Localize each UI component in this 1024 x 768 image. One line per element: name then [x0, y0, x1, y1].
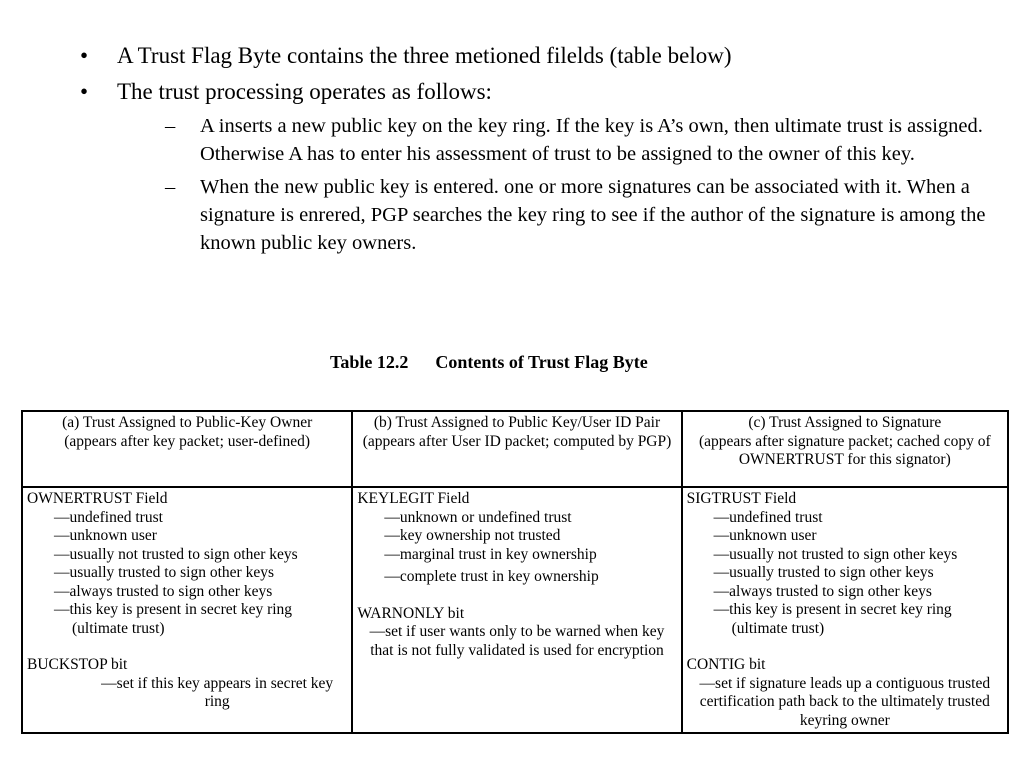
header-title: (a) Trust Assigned to Public-Key Owner [62, 414, 313, 431]
bullet-text: A Trust Flag Byte contains the three metioned filelds (table below) [117, 43, 732, 68]
field-value: —usually not trusted to sign other keys [713, 545, 958, 563]
field-value: —complete trust in key ownership [384, 568, 599, 585]
sub-bullet-list [117, 112, 986, 257]
header-title: (b) Trust Assigned to Public Key/User ID Pair [373, 414, 661, 431]
bit-description: —set if user wants only to be warned when key that is not fully validated is used for encryption [369, 623, 665, 659]
field-value: —key ownership not trusted [384, 527, 561, 544]
field-value-note: (ultimate trust) [731, 619, 825, 637]
header-cell-a [22, 411, 352, 487]
header-note: (appears after User ID packet; computed by PGP) [362, 432, 672, 450]
field-value: —marginal trust in key ownership [384, 545, 597, 563]
table-caption: Table 12.2 Contents of Trust Flag Byte [330, 352, 648, 372]
field-value: —always trusted to sign other keys [54, 582, 273, 600]
table-body-row [22, 487, 1008, 733]
bit-description: —set if signature leads up a contiguous trusted certification path back to the ultimately trusted keyring owner [699, 674, 991, 729]
bit-name: BUCKSTOP bit [27, 656, 128, 673]
field-name: KEYLEGIT Field [357, 490, 470, 507]
bit-name: CONTIG bit [686, 656, 766, 673]
field-value: —this key is present in secret key ring [54, 601, 293, 618]
bullet-item [80, 74, 986, 257]
field-value: —usually trusted to sign other keys [713, 564, 934, 581]
field-value: —unknown user [54, 527, 157, 544]
header-title: (c) Trust Assigned to Signature [748, 414, 942, 431]
field-value: —this key is present in secret key ring [713, 601, 952, 618]
bit-name: WARNONLY bit [357, 604, 465, 622]
field-value: —undefined trust [713, 508, 823, 526]
field-value-note: (ultimate trust) [72, 619, 165, 637]
field-value: —unknown user [713, 527, 817, 544]
header-cell-b [352, 411, 681, 487]
trust-flag-table [21, 410, 1009, 734]
field-value: —always trusted to sign other keys [713, 582, 932, 600]
bullet-text: The trust processing operates as follows: [117, 79, 492, 104]
bullet-item [80, 38, 980, 74]
header-note: (appears after signature packet; cached copy of OWNERTRUST for this signator) [698, 432, 991, 468]
table-header-row [22, 411, 1008, 487]
field-value: —usually not trusted to sign other keys [54, 545, 298, 563]
header-cell-c [682, 411, 1008, 487]
bullet-list [80, 38, 986, 262]
body-cell-a [22, 487, 352, 733]
sub-bullet-item: – When the new public key is entered. one or more signatures can be associated with it. When a signature is enrered, PGP searches the key ring to see if the author of the signature is among the known public key owners. [163, 173, 990, 257]
field-name: OWNERTRUST Field [27, 490, 168, 507]
header-note: (appears after key packet; user-defined) [64, 432, 311, 450]
field-name: SIGTRUST Field [686, 490, 797, 507]
field-value: —undefined trust [54, 508, 163, 526]
body-cell-b [352, 487, 681, 733]
bit-description: —set if this key appears in secret key ring [101, 674, 334, 710]
body-cell-c [682, 487, 1008, 733]
field-value: —usually trusted to sign other keys [54, 564, 274, 581]
sub-bullet-item: – A inserts a new public key on the key ring. If the key is A’s own, then ultimate trust is assigned. Otherwise A has to enter his assessment of trust to be assigned to the owner of this key. [163, 112, 990, 168]
field-value: —unknown or undefined trust [384, 508, 572, 526]
